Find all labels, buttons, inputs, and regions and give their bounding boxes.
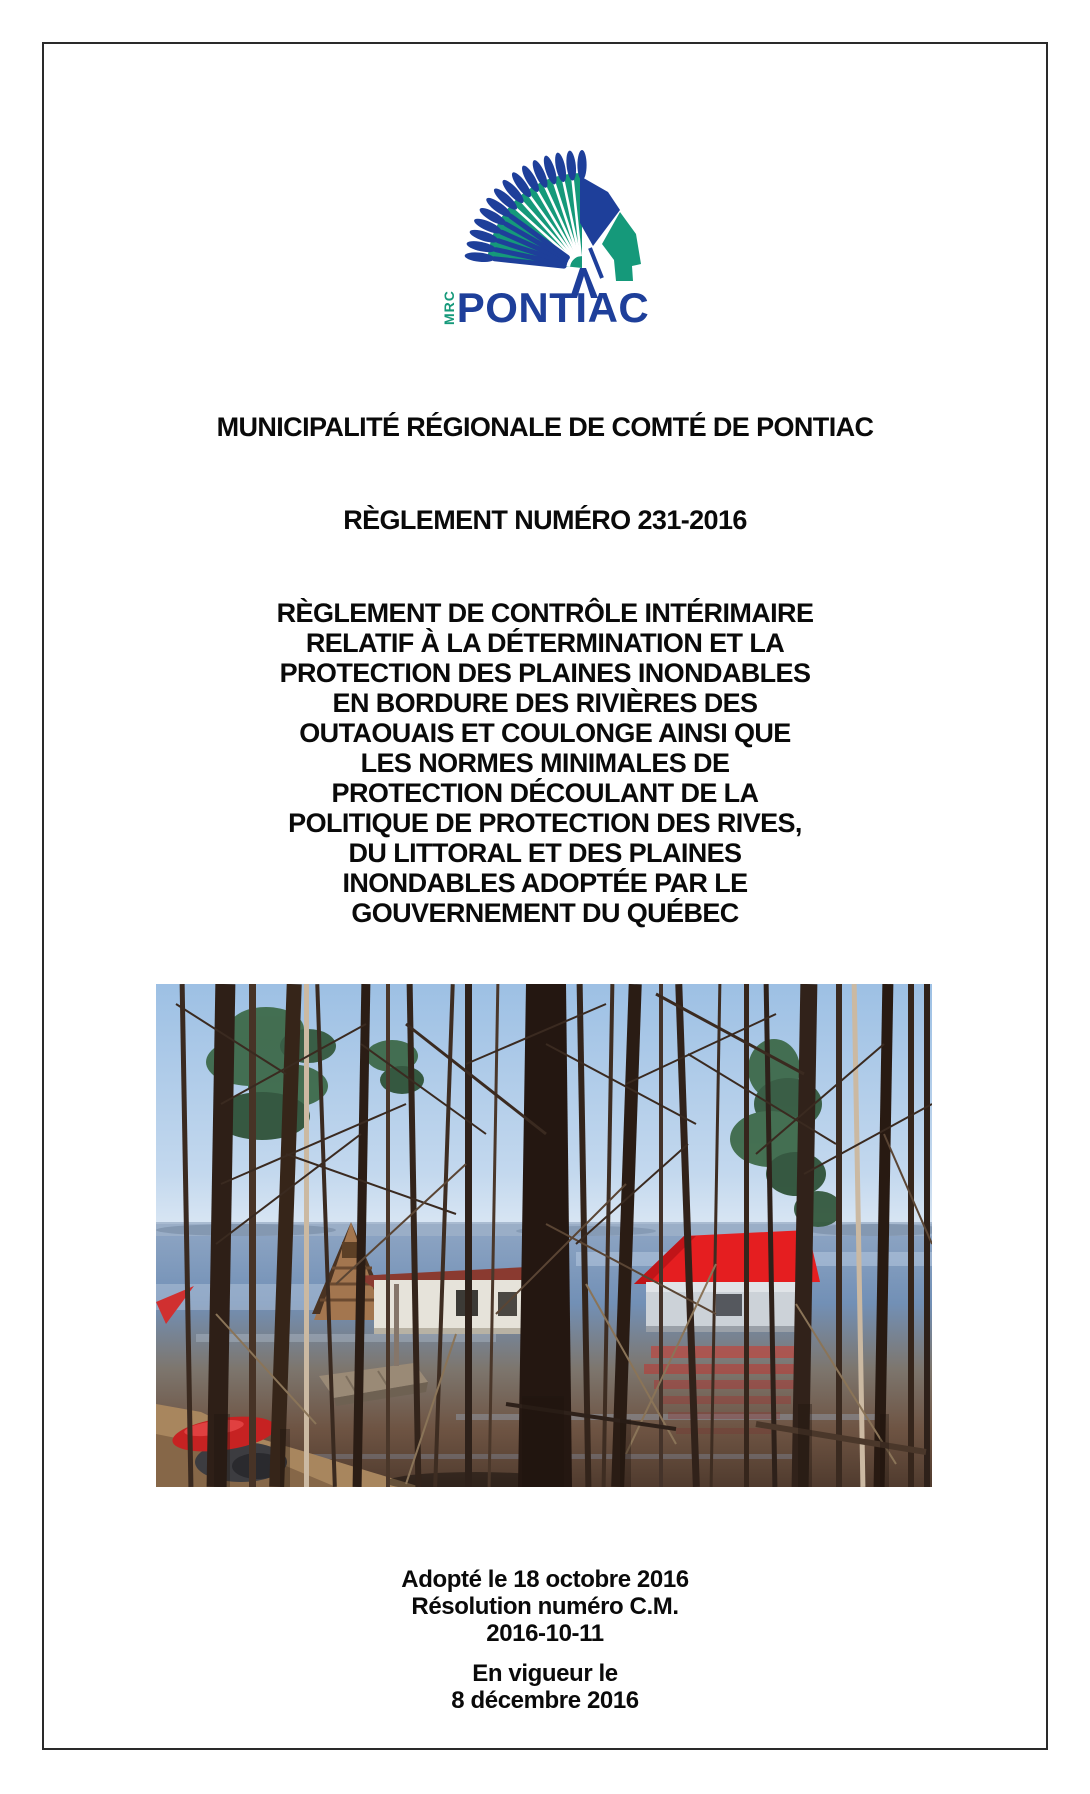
title-line: LES NORMES MINIMALES DE — [360, 748, 730, 778]
resolution-label: Résolution numéro C.M. — [411, 1593, 679, 1620]
regulation-long-title — [0, 598, 1090, 928]
logo-mrc-label: MRC — [440, 290, 457, 325]
title-line: RÈGLEMENT DE CONTRÔLE INTÉRIMAIRE — [276, 598, 814, 628]
adoption-date: Adopté le 18 octobre 2016 — [401, 1566, 689, 1593]
effective-block — [0, 1660, 1090, 1714]
title-line: GOUVERNEMENT DU QUÉBEC — [351, 898, 739, 928]
title-line: POLITIQUE DE PROTECTION DES RIVES, — [288, 808, 802, 838]
mrc-pontiac-logo — [0, 148, 1090, 329]
title-line: EN BORDURE DES RIVIÈRES DES — [332, 688, 758, 718]
regulation-number-title: RÈGLEMENT NUMÉRO 231-2016 — [343, 505, 747, 535]
title-line: DU LITTORAL ET DES PLAINES — [348, 838, 742, 868]
logo-wordmark — [440, 284, 650, 331]
municipality-title: MUNICIPALITÉ RÉGIONALE DE COMTÉ DE PONTIAC — [216, 412, 874, 442]
logo-pontiac-label: PONTIAC — [456, 284, 650, 331]
effective-label: En vigueur le — [472, 1660, 618, 1687]
flood-scene — [156, 984, 932, 1487]
adoption-block — [0, 1566, 1090, 1647]
title-line: RELATIF À LA DÉTERMINATION ET LA — [305, 628, 785, 658]
title-line: PROTECTION DÉCOULANT DE LA — [331, 778, 759, 808]
logo-feather-fan-icon — [430, 148, 660, 303]
cover-photo — [156, 984, 932, 1487]
resolution-number: 2016-10-11 — [486, 1620, 604, 1647]
title-line: PROTECTION DES PLAINES INONDABLES — [279, 658, 811, 688]
effective-date: 8 décembre 2016 — [451, 1687, 639, 1714]
title-line: INONDABLES ADOPTÉE PAR LE — [342, 868, 748, 898]
title-line: OUTAOUAIS ET COULONGE AINSI QUE — [299, 718, 791, 748]
